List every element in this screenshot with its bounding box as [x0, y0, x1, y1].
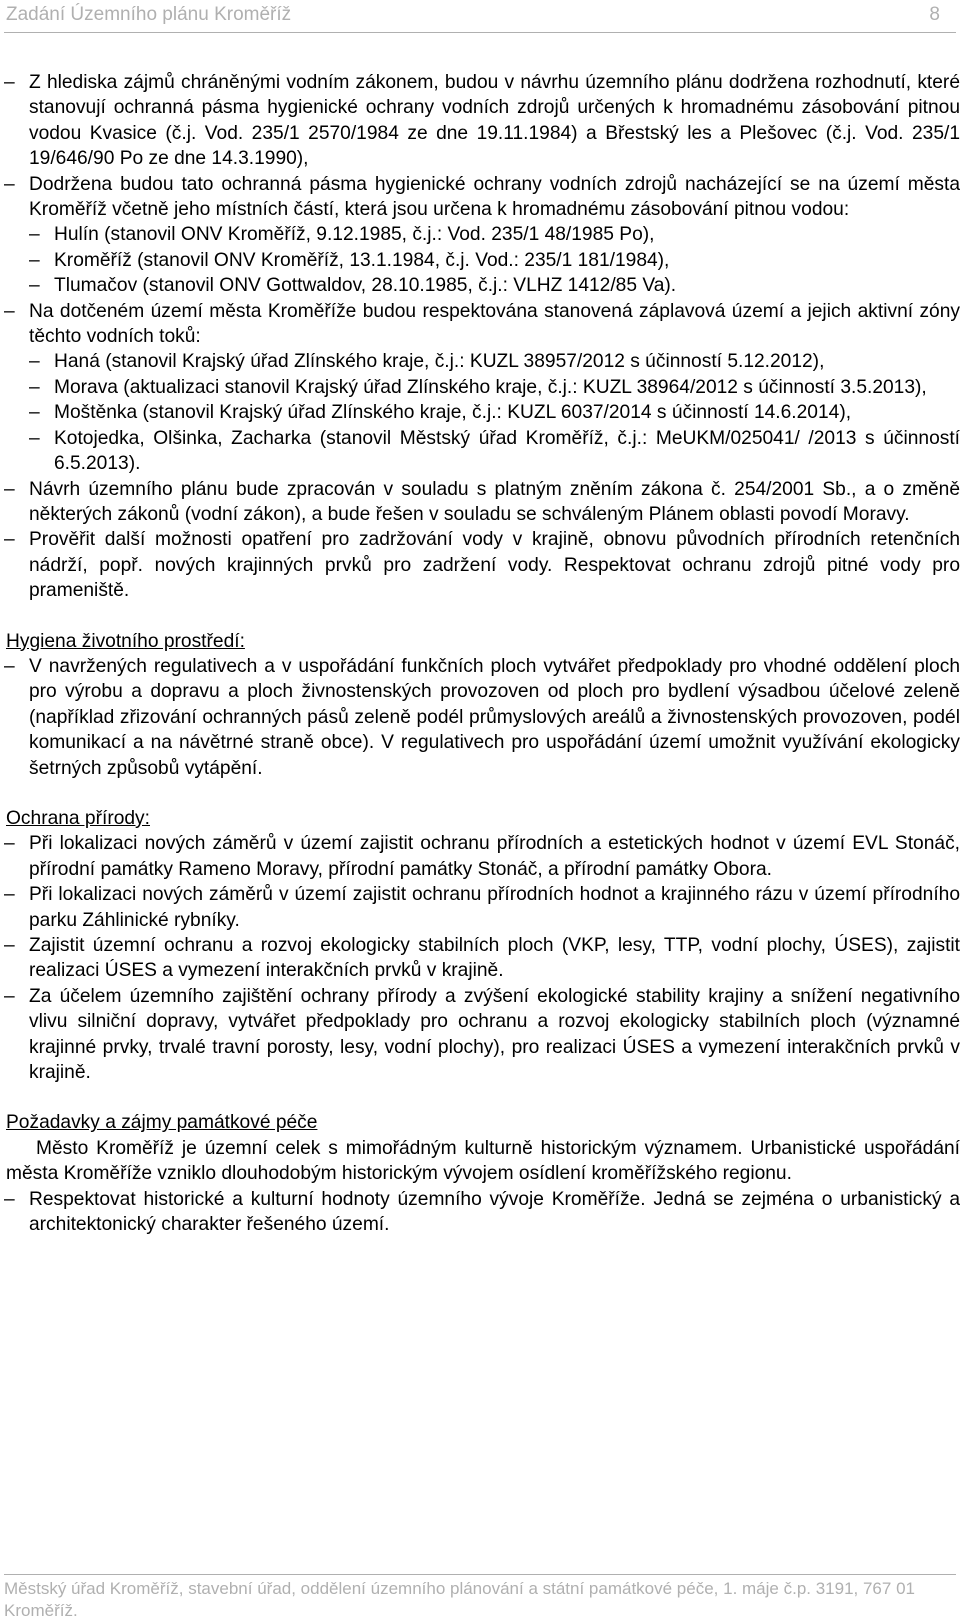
dash-bullet: –	[29, 351, 40, 373]
heritage-section	[0, 1110, 960, 1237]
dash-bullet: –	[4, 985, 15, 1007]
sub-list-item	[0, 375, 960, 400]
dash-bullet: –	[4, 478, 15, 500]
dash-bullet: –	[29, 249, 40, 271]
dash-bullet: –	[29, 402, 40, 424]
list-item	[0, 70, 960, 172]
list-item	[0, 172, 960, 223]
dash-bullet: –	[29, 376, 40, 398]
item-text: Na dotčeném území města Kroměříže budou respektována stanovená záplavová území a jejich aktivní zóny těchto vodních toků:	[29, 300, 960, 348]
sub-list-item	[0, 273, 960, 298]
item-text: V navržených regulativech a v uspořádání funkčních ploch vytvářet předpoklady pro vhodné oddělení ploch pro výrobu a dopravu a ploch živnostenských provozoven od ploch pro bydlení výsadbou účelové zeleně (například zřizování ochranných pásů zeleně podél průmyslových areálů a živnostenských provozoven, podél komunikací a na návětrné straně obce). V regulativech pro uspořádání území umožnit využívání ekologicky šetrných způsobů vytápění.	[29, 655, 960, 779]
list-item	[0, 299, 960, 350]
section-heading: Požadavky a zájmy památkové péče	[6, 1112, 318, 1134]
nature-section	[0, 806, 960, 1085]
dash-bullet: –	[4, 655, 15, 677]
list-item	[0, 933, 960, 984]
dash-bullet: –	[4, 173, 15, 195]
dash-bullet: –	[4, 884, 15, 906]
dash-bullet: –	[4, 935, 15, 956]
dash-bullet: –	[4, 72, 15, 93]
list-item	[0, 477, 960, 528]
list-item	[0, 831, 960, 882]
item-text: Prověřit další možnosti opatření pro zadržování vody v krajině, obnovu původních přírodních retenčních nádrží, popř. nových krajinných prvků pro zadržení vody. Respektovat ochranu zdrojů pitné vody pro prameniště.	[29, 529, 960, 602]
document-title: Zadání Územního plánu Kroměříž	[6, 4, 292, 25]
section-spacer	[0, 781, 960, 806]
dash-bullet: –	[4, 1188, 15, 1210]
item-text: Kroměříž (stanovil ONV Kroměříž, 13.1.1984, č.j. Vod.: 235/1 181/1984),	[54, 249, 670, 271]
footer-text: Městský úřad Kroměříž, stavební úřad, oddělení územního plánování a státní památkové péče, 1. máje č.p. 3191, 767 01 Kroměříž.	[4, 1579, 915, 1620]
item-text: Tlumačov (stanovil ONV Gottwaldov, 28.10.1985, č.j.: VLHZ 1412/85 Va).	[54, 275, 677, 297]
document-body	[0, 70, 960, 1237]
sub-list-item	[0, 349, 960, 374]
section-spacer	[0, 1085, 960, 1110]
header-rule	[4, 32, 956, 33]
list-item	[0, 1187, 960, 1238]
page-header	[0, 0, 960, 34]
item-text: Kotojedka, Olšinka, Zacharka (stanovil Městský úřad Kroměříž, č.j.: MeUKM/025041/ /2013 s účinností 6.5.2013).	[54, 427, 960, 475]
item-text: Při lokalizaci nových záměrů v území zajistit ochranu přírodních a estetických hodnot v území EVL Stonáč, přírodní památky Rameno Moravy, přírodní památky Stonáč, a přírodní památky Obora.	[29, 833, 960, 880]
item-text: Při lokalizaci nových záměrů v území zajistit ochranu přírodních hodnot a krajinného rázu v území přírodního parku Záhlinické rybníky.	[29, 884, 960, 931]
section-heading: Ochrana přírody:	[6, 807, 150, 829]
item-text: Respektovat historické a kulturní hodnoty územního vývoje Kroměříže. Jedná se zejména o urbanistický a architektonický charakter řešeného území.	[29, 1188, 960, 1236]
dash-bullet: –	[29, 275, 40, 297]
heritage-paragraph: Město Kroměříž je územní celek s mimořádným kulturně historickým významem. Urbanistické uspořádání města Kroměříže vzniklo dlouhodobým historickým vývojem osídlení kroměřížského regionu.	[6, 1137, 960, 1185]
list-item	[0, 984, 960, 1086]
item-text: Haná (stanovil Krajský úřad Zlínského kraje, č.j.: KUZL 38957/2012 s účinností 5.12.2012),	[54, 351, 825, 373]
water-section	[0, 70, 960, 604]
dash-bullet: –	[4, 300, 15, 322]
item-text: Dodržena budou tato ochranná pásma hygienické ochrany vodních zdrojů nacházející se na území města Kroměříž včetně jeho místních částí, která jsou určena k hromadnému zásobování pitnou vodou:	[29, 173, 960, 221]
section-spacer	[0, 604, 960, 629]
sub-list-item	[0, 222, 960, 247]
hygiene-section	[0, 629, 960, 781]
dash-bullet: –	[4, 529, 15, 551]
sub-list-item	[0, 248, 960, 273]
item-text: Návrh územního plánu bude zpracován v souladu s platným zněním zákona č. 254/2001 Sb., a o změně některých zákonů (vodní zákon), a bude řešen v souladu se schváleným Plánem oblasti povodí Moravy.	[29, 478, 960, 525]
page-number: 8	[929, 4, 940, 25]
list-item	[0, 527, 960, 603]
item-text: Za účelem územního zajištění ochrany přírody a zvýšení ekologické stability krajiny a snížení negativního vlivu silniční dopravy, vytvářet předpoklady pro ochranu a rozvoj ekologicky stabilních ploch (významné krajinné prvky, trvalé travní porosty, lesy, vodní plochy), pro realizaci ÚSES a vymezení interakčních prvků v krajině.	[29, 985, 960, 1084]
sub-list-item	[0, 426, 960, 477]
dash-bullet: –	[29, 224, 40, 246]
list-item	[0, 654, 960, 781]
item-text: Morava (aktualizaci stanovil Krajský úřad Zlínského kraje, č.j.: KUZL 38964/2012 s účinností 3.5.2013),	[54, 376, 927, 398]
item-text: Moštěnka (stanovil Krajský úřad Zlínského kraje, č.j.: KUZL 6037/2014 s účinností 14.6.2014),	[54, 402, 852, 424]
dash-bullet: –	[29, 427, 40, 449]
dash-bullet: –	[4, 833, 15, 855]
sub-list-item	[0, 400, 960, 425]
item-text: Z hlediska zájmů chráněnými vodním zákonem, budou v návrhu územního plánu dodržena rozhodnutí, které stanovují ochranná pásma hygienické ochrany vodních zdrojů určených k hromadnému zásobování pitnou vodou Kvasice (č.j. Vod. 235/1 2570/1984 ze dne 19.11.1984) a Břestský les a Plešovec (č.j. Vod. 235/1 19/646/90 Po ze dne 14.3.1990),	[29, 72, 960, 170]
section-heading: Hygiena životního prostředí:	[6, 630, 245, 652]
page-footer	[4, 1574, 956, 1622]
item-text: Hulín (stanovil ONV Kroměříž, 9.12.1985, č.j.: Vod. 235/1 48/1985 Po),	[54, 224, 655, 246]
item-text: Zajistit územní ochranu a rozvoj ekologicky stabilních ploch (VKP, lesy, TTP, vodní plochy, ÚSES), zajistit realizaci ÚSES a vymezení interakčních prvků v krajině.	[29, 935, 960, 982]
list-item	[0, 882, 960, 933]
footer-rule	[4, 1574, 956, 1575]
